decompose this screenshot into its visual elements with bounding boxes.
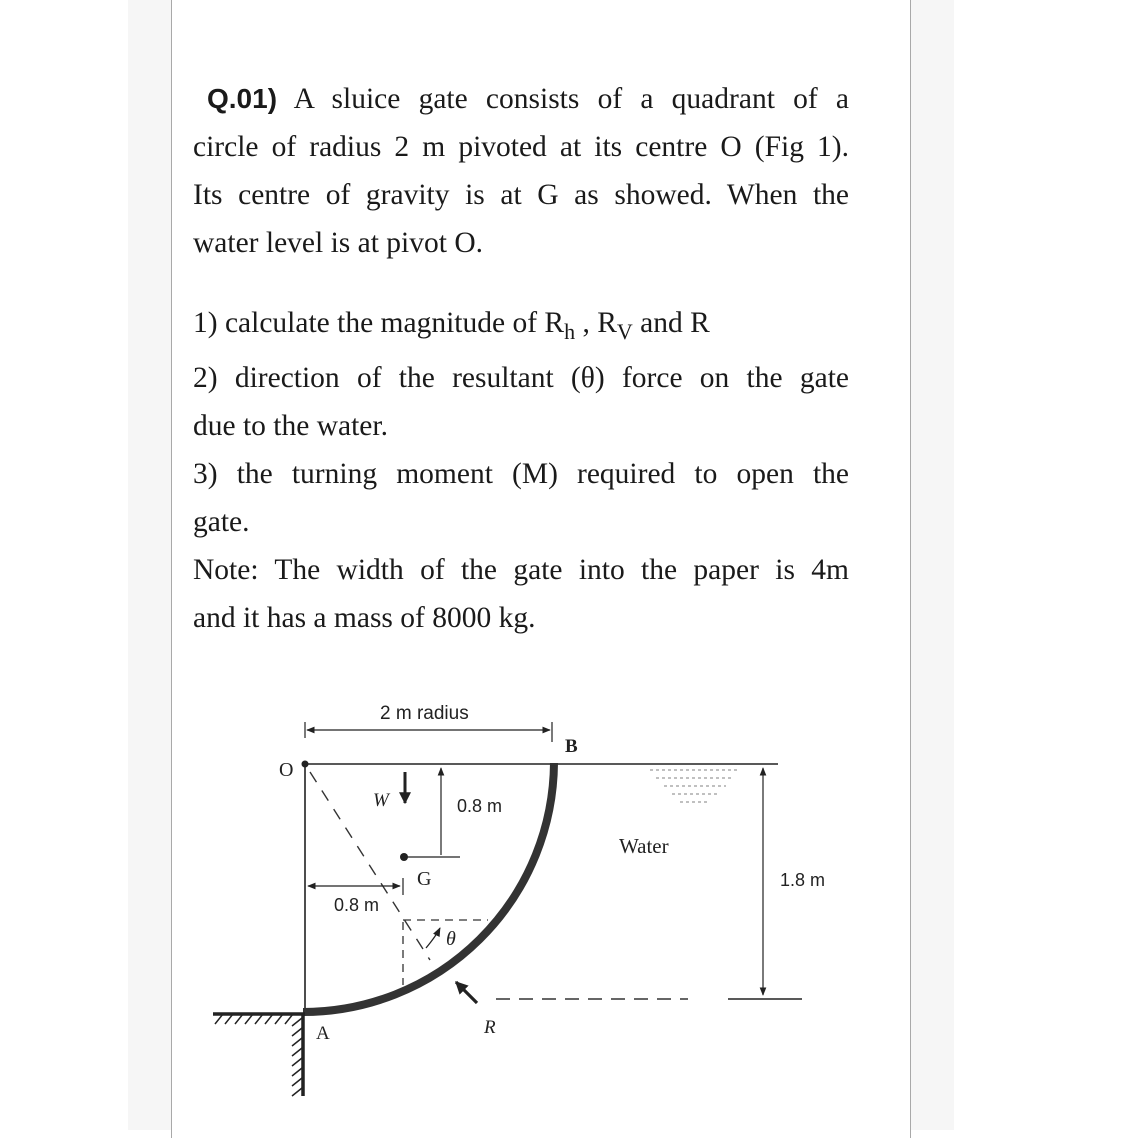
ground-hatch: [213, 1014, 305, 1096]
part-2-line-1: 2) direction of the resultant (θ) force on the gate: [193, 362, 849, 394]
centre-of-gravity-g: [400, 853, 408, 861]
label-a: A: [316, 1023, 330, 1044]
part-2-line-2: due to the water.: [193, 410, 388, 442]
label-w: W: [373, 790, 389, 811]
label-radius: 2 m radius: [380, 703, 469, 724]
label-depth: 1.8 m: [780, 870, 826, 890]
label-theta: θ: [446, 928, 456, 950]
intro-line-4: water level is at pivot O.: [193, 227, 484, 259]
label-o: O: [279, 759, 294, 781]
label-water: Water: [619, 834, 669, 858]
note-line-2: and it has a mass of 8000 kg.: [193, 602, 536, 634]
intro-line-1: Q.01) A sluice gate consists of a quadrant of a: [207, 83, 850, 115]
label-0-8-horizontal: 0.8 m: [334, 895, 380, 915]
resultant-arrow: [456, 982, 477, 1003]
part-3-line-1: 3) the turning moment (M) required to open the: [193, 458, 849, 490]
part-3-line-2: gate.: [193, 506, 250, 538]
intro-line-2: circle of radius 2 m pivoted at its centre O (Fig 1).: [193, 131, 849, 163]
label-0-8-vertical: 0.8 m: [457, 796, 503, 816]
note-line-1: Note: The width of the gate into the paper is 4m: [193, 554, 849, 586]
label-b: B: [565, 736, 578, 757]
theta-arc: [426, 928, 440, 948]
question-number: Q.01): [207, 83, 278, 114]
pivot-o: [302, 761, 309, 768]
dashed-radius-line: [310, 772, 430, 960]
label-r: R: [484, 1017, 496, 1038]
intro-line-3: Its centre of gravity is at G as showed. When the: [193, 179, 849, 211]
label-g: G: [417, 868, 432, 890]
water-level-symbol: [650, 770, 740, 802]
part-1: 1) calculate the magnitude of $R_h$ , $R_V$ and R: [193, 307, 710, 344]
